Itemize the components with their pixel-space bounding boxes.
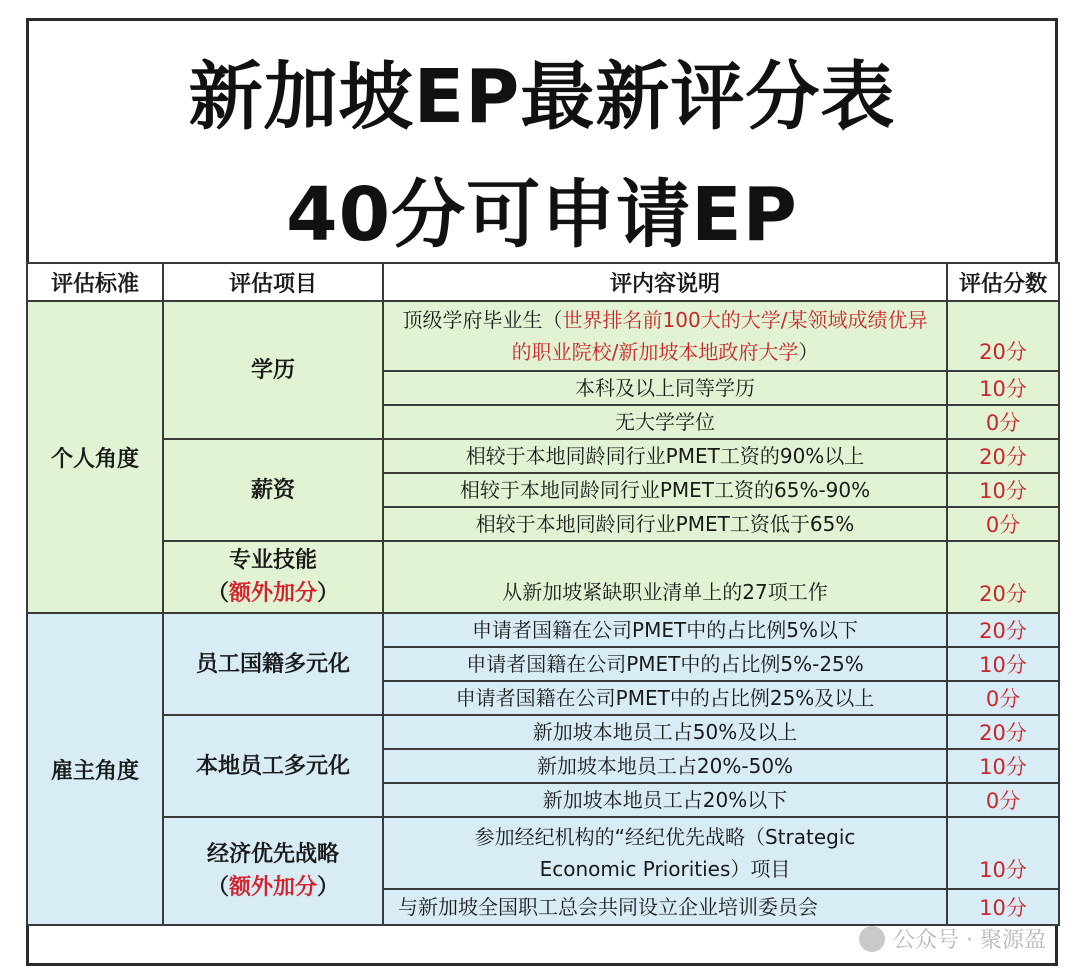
desc-cell: 新加坡本地员工占50%及以上: [383, 715, 947, 749]
header-standard: 评估标准: [27, 263, 163, 301]
score-cell: 10分: [947, 889, 1059, 925]
desc-cell: 无大学学位: [383, 405, 947, 439]
score-cell: 10分: [947, 473, 1059, 507]
item-salary: 薪资: [163, 439, 383, 541]
table-header-row: [27, 263, 1059, 301]
score-cell: 0分: [947, 681, 1059, 715]
desc-cell: 本科及以上同等学历: [383, 371, 947, 405]
item-local-staff-diversity: 本地员工多元化: [163, 715, 383, 817]
wechat-icon: [859, 926, 885, 952]
desc-cell: 申请者国籍在公司PMET中的占比例5%以下: [383, 613, 947, 647]
score-cell: 10分: [947, 647, 1059, 681]
table-row: [27, 715, 1059, 749]
table-row: [27, 439, 1059, 473]
item-economic-priorities: 经济优先战略 （额外加分）: [163, 817, 383, 925]
page-subtitle: 40分可申请EP: [286, 172, 798, 258]
header-item: 评估项目: [163, 263, 383, 301]
desc-cell: 新加坡本地员工占20%-50%: [383, 749, 947, 783]
item-education: 学历: [163, 301, 383, 439]
header-description: 评内容说明: [383, 263, 947, 301]
table-row: [27, 301, 1059, 371]
score-table: [26, 262, 1060, 926]
desc-cell: 从新加坡紧缺职业清单上的27项工作: [383, 541, 947, 613]
desc-cell: 申请者国籍在公司PMET中的占比例25%及以上: [383, 681, 947, 715]
desc-cell: 新加坡本地员工占20%以下: [383, 783, 947, 817]
score-cell: 20分: [947, 301, 1059, 371]
extra-points-note: （额外加分）: [206, 875, 340, 900]
score-cell: 20分: [947, 439, 1059, 473]
desc-cell: 与新加坡全国职工总会共同设立企业培训委员会: [383, 889, 947, 925]
score-cell: 20分: [947, 715, 1059, 749]
table-row: [27, 541, 1059, 613]
score-cell: 0分: [947, 405, 1059, 439]
item-professional-skills: 专业技能 （额外加分）: [163, 541, 383, 613]
table-row: [27, 817, 1059, 889]
score-cell: 0分: [947, 783, 1059, 817]
standard-employer: 雇主角度: [27, 613, 163, 925]
score-cell: 10分: [947, 817, 1059, 889]
desc-cell: 相较于本地同龄同行业PMET工资的90%以上: [383, 439, 947, 473]
score-cell: 20分: [947, 541, 1059, 613]
item-nationality-diversity: 员工国籍多元化: [163, 613, 383, 715]
page-title: 新加坡EP最新评分表: [188, 54, 896, 140]
desc-top-university: 顶级学府毕业生（世界排名前100大的大学/某领域成绩优异的职业院校/新加坡本地政府大学）: [383, 301, 947, 371]
score-cell: 0分: [947, 507, 1059, 541]
desc-cell: 参加经纪机构的“经纪优先战略（Strategic Economic Priorities）项目: [383, 817, 947, 889]
extra-points-note: （额外加分）: [206, 581, 340, 606]
score-cell: 20分: [947, 613, 1059, 647]
header-score: 评估分数: [947, 263, 1059, 301]
desc-cell: 申请者国籍在公司PMET中的占比例5%-25%: [383, 647, 947, 681]
standard-personal: 个人角度: [27, 301, 163, 613]
watermark: 公众号 · 聚源盈: [859, 923, 1046, 954]
desc-cell: 相较于本地同龄同行业PMET工资的65%-90%: [383, 473, 947, 507]
title-block: [26, 18, 1058, 262]
table-row: [27, 613, 1059, 647]
score-cell: 10分: [947, 749, 1059, 783]
score-cell: 10分: [947, 371, 1059, 405]
desc-cell: 相较于本地同龄同行业PMET工资低于65%: [383, 507, 947, 541]
